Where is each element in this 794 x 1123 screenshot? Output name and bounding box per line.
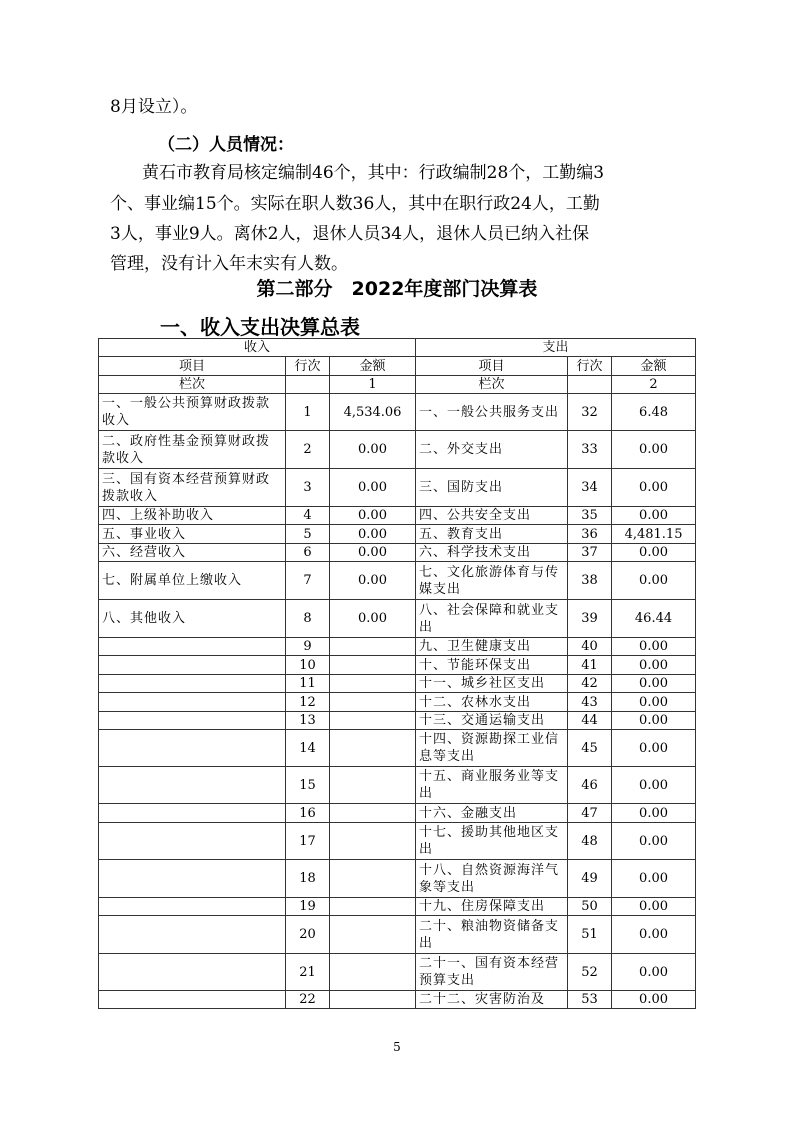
income-item bbox=[99, 675, 286, 693]
income-item bbox=[99, 693, 286, 712]
expense-row-no: 48 bbox=[568, 823, 612, 860]
col-row: 行次 bbox=[286, 357, 330, 376]
expense-item: 十五、商业服务业等支出 bbox=[416, 767, 568, 804]
income-amount bbox=[330, 916, 416, 954]
income-amount bbox=[330, 954, 416, 991]
expense-item: 十四、资源勘探工业信息等支出 bbox=[416, 730, 568, 767]
col-item: 项目 bbox=[416, 357, 568, 376]
income-amount bbox=[330, 804, 416, 823]
empty-cell bbox=[286, 376, 330, 394]
income-amount bbox=[330, 860, 416, 898]
expense-row-no: 50 bbox=[568, 898, 612, 916]
income-amount: 0.00 bbox=[330, 544, 416, 562]
expense-amount: 0.00 bbox=[612, 431, 696, 469]
expense-amount: 0.00 bbox=[612, 954, 696, 991]
expense-row-no: 41 bbox=[568, 656, 612, 675]
income-amount bbox=[330, 638, 416, 656]
expense-row-no: 35 bbox=[568, 507, 612, 525]
expense-item: 二十二、灾害防治及 bbox=[416, 991, 568, 1009]
expense-item: 十一、城乡社区支出 bbox=[416, 675, 568, 693]
expense-amount: 6.48 bbox=[612, 394, 696, 431]
income-row-no: 15 bbox=[286, 767, 330, 804]
income-amount bbox=[330, 675, 416, 693]
income-amount bbox=[330, 730, 416, 767]
income-row-no: 8 bbox=[286, 600, 330, 638]
expense-item: 七、文化旅游体育与传媒支出 bbox=[416, 562, 568, 600]
col-amount: 金额 bbox=[612, 357, 696, 376]
income-item: 二、政府性基金预算财政拨款收入 bbox=[99, 431, 286, 469]
income-row-no: 11 bbox=[286, 675, 330, 693]
income-col-no: 1 bbox=[330, 376, 416, 394]
para-line: 个、事业编15个。实际在职人数36人，其中在职行政24人，工勤 bbox=[110, 194, 600, 214]
expense-item: 十八、自然资源海洋气象等支出 bbox=[416, 860, 568, 898]
expense-amount: 0.00 bbox=[612, 823, 696, 860]
income-expense-table bbox=[98, 338, 696, 1009]
income-item: 五、事业收入 bbox=[99, 525, 286, 544]
expense-row-no: 44 bbox=[568, 712, 612, 730]
table-row bbox=[99, 562, 696, 600]
col-label-row: 栏次 bbox=[99, 376, 286, 394]
expense-amount: 0.00 bbox=[612, 767, 696, 804]
expense-header: 支出 bbox=[416, 339, 696, 357]
income-row-no: 22 bbox=[286, 991, 330, 1009]
table-row bbox=[99, 730, 696, 767]
income-amount: 0.00 bbox=[330, 562, 416, 600]
expense-item: 十、节能环保支出 bbox=[416, 656, 568, 675]
income-row-no: 14 bbox=[286, 730, 330, 767]
income-amount: 0.00 bbox=[330, 507, 416, 525]
expense-item: 六、科学技术支出 bbox=[416, 544, 568, 562]
income-item bbox=[99, 767, 286, 804]
income-item bbox=[99, 823, 286, 860]
table-row bbox=[99, 693, 696, 712]
income-item: 三、国有资本经营预算财政拨款收入 bbox=[99, 469, 286, 507]
income-item bbox=[99, 656, 286, 675]
income-row-no: 12 bbox=[286, 693, 330, 712]
expense-row-no: 39 bbox=[568, 600, 612, 638]
income-row-no: 17 bbox=[286, 823, 330, 860]
expense-amount: 0.00 bbox=[612, 898, 696, 916]
table-row bbox=[99, 916, 696, 954]
para-line: 管理，没有计入年末实有人数。 bbox=[110, 254, 348, 274]
income-row-no: 5 bbox=[286, 525, 330, 544]
expense-item: 二十一、国有资本经营预算支出 bbox=[416, 954, 568, 991]
expense-item: 一、一般公共服务支出 bbox=[416, 394, 568, 431]
expense-row-no: 42 bbox=[568, 675, 612, 693]
income-row-no: 19 bbox=[286, 898, 330, 916]
col-row: 行次 bbox=[568, 357, 612, 376]
income-item bbox=[99, 730, 286, 767]
income-item: 七、附属单位上缴收入 bbox=[99, 562, 286, 600]
expense-amount: 0.00 bbox=[612, 693, 696, 712]
col-amount: 金额 bbox=[330, 357, 416, 376]
intro-prev-line: 8月设立）。 bbox=[110, 97, 198, 117]
expense-row-no: 45 bbox=[568, 730, 612, 767]
expense-row-no: 33 bbox=[568, 431, 612, 469]
income-row-no: 9 bbox=[286, 638, 330, 656]
part-title: 第二部分 2022年度部门决算表 bbox=[256, 278, 538, 300]
expense-row-no: 36 bbox=[568, 525, 612, 544]
income-amount bbox=[330, 823, 416, 860]
income-item bbox=[99, 991, 286, 1009]
table-row bbox=[99, 544, 696, 562]
table-row bbox=[99, 525, 696, 544]
income-item bbox=[99, 860, 286, 898]
expense-amount: 0.00 bbox=[612, 544, 696, 562]
section-heading-personnel: （二）人员情况： bbox=[158, 135, 294, 155]
income-item bbox=[99, 898, 286, 916]
expense-item: 十七、援助其他地区支出 bbox=[416, 823, 568, 860]
table-row bbox=[99, 638, 696, 656]
income-amount: 0.00 bbox=[330, 525, 416, 544]
expense-item: 二十、粮油物资储备支出 bbox=[416, 916, 568, 954]
table-row bbox=[99, 804, 696, 823]
income-row-no: 13 bbox=[286, 712, 330, 730]
expense-col-no: 2 bbox=[612, 376, 696, 394]
expense-row-no: 49 bbox=[568, 860, 612, 898]
col-label-row: 栏次 bbox=[416, 376, 568, 394]
income-amount bbox=[330, 991, 416, 1009]
expense-row-no: 52 bbox=[568, 954, 612, 991]
para-line: 黄石市教育局核定编制46个，其中：行政编制28个，工勤编3 bbox=[142, 163, 605, 183]
expense-amount: 46.44 bbox=[612, 600, 696, 638]
income-amount: 0.00 bbox=[330, 600, 416, 638]
expense-amount: 0.00 bbox=[612, 656, 696, 675]
table-row bbox=[99, 675, 696, 693]
expense-row-no: 51 bbox=[568, 916, 612, 954]
income-header: 收入 bbox=[99, 339, 416, 357]
income-amount bbox=[330, 693, 416, 712]
income-item bbox=[99, 916, 286, 954]
income-item bbox=[99, 712, 286, 730]
expense-row-no: 37 bbox=[568, 544, 612, 562]
income-item bbox=[99, 638, 286, 656]
table-row bbox=[99, 954, 696, 991]
table-row bbox=[99, 656, 696, 675]
income-row-no: 2 bbox=[286, 431, 330, 469]
income-row-no: 18 bbox=[286, 860, 330, 898]
expense-row-no: 53 bbox=[568, 991, 612, 1009]
expense-item: 三、国防支出 bbox=[416, 469, 568, 507]
col-item: 项目 bbox=[99, 357, 286, 376]
expense-item: 十六、金融支出 bbox=[416, 804, 568, 823]
expense-row-no: 47 bbox=[568, 804, 612, 823]
income-item: 四、上级补助收入 bbox=[99, 507, 286, 525]
income-row-no: 3 bbox=[286, 469, 330, 507]
expense-item: 九、卫生健康支出 bbox=[416, 638, 568, 656]
income-row-no: 7 bbox=[286, 562, 330, 600]
expense-amount: 0.00 bbox=[612, 712, 696, 730]
income-amount bbox=[330, 656, 416, 675]
expense-row-no: 43 bbox=[568, 693, 612, 712]
table-row bbox=[99, 767, 696, 804]
expense-amount: 0.00 bbox=[612, 507, 696, 525]
income-item: 八、其他收入 bbox=[99, 600, 286, 638]
table-row bbox=[99, 712, 696, 730]
table-row bbox=[99, 991, 696, 1009]
expense-amount: 0.00 bbox=[612, 991, 696, 1009]
section-title: 一、收入支出决算总表 bbox=[160, 315, 360, 339]
income-row-no: 4 bbox=[286, 507, 330, 525]
expense-amount: 0.00 bbox=[612, 804, 696, 823]
income-amount: 0.00 bbox=[330, 469, 416, 507]
expense-item: 五、教育支出 bbox=[416, 525, 568, 544]
expense-row-no: 40 bbox=[568, 638, 612, 656]
expense-amount: 0.00 bbox=[612, 638, 696, 656]
income-amount bbox=[330, 712, 416, 730]
income-amount: 0.00 bbox=[330, 431, 416, 469]
income-row-no: 1 bbox=[286, 394, 330, 431]
expense-amount: 0.00 bbox=[612, 860, 696, 898]
expense-amount: 0.00 bbox=[612, 469, 696, 507]
expense-amount: 4,481.15 bbox=[612, 525, 696, 544]
expense-item: 二、外交支出 bbox=[416, 431, 568, 469]
expense-item: 十三、交通运输支出 bbox=[416, 712, 568, 730]
income-row-no: 10 bbox=[286, 656, 330, 675]
expense-item: 十二、农林水支出 bbox=[416, 693, 568, 712]
table-row bbox=[99, 394, 696, 431]
income-item: 一、一般公共预算财政拨款收入 bbox=[99, 394, 286, 431]
expense-amount: 0.00 bbox=[612, 562, 696, 600]
para-line: 3人，事业9人。离休2人，退休人员34人，退休人员已纳入社保 bbox=[110, 224, 590, 244]
income-amount bbox=[330, 898, 416, 916]
expense-row-no: 38 bbox=[568, 562, 612, 600]
expense-amount: 0.00 bbox=[612, 730, 696, 767]
table-row bbox=[99, 860, 696, 898]
expense-row-no: 32 bbox=[568, 394, 612, 431]
expense-row-no: 46 bbox=[568, 767, 612, 804]
table-row bbox=[99, 898, 696, 916]
table-row bbox=[99, 469, 696, 507]
expense-amount: 0.00 bbox=[612, 916, 696, 954]
expense-row-no: 34 bbox=[568, 469, 612, 507]
income-item: 六、经营收入 bbox=[99, 544, 286, 562]
table-row bbox=[99, 823, 696, 860]
table-row bbox=[99, 507, 696, 525]
income-row-no: 20 bbox=[286, 916, 330, 954]
expense-item: 八、社会保障和就业支出 bbox=[416, 600, 568, 638]
income-amount: 4,534.06 bbox=[330, 394, 416, 431]
expense-item: 十九、住房保障支出 bbox=[416, 898, 568, 916]
table-row bbox=[99, 600, 696, 638]
income-row-no: 6 bbox=[286, 544, 330, 562]
page-number: 5 bbox=[393, 1040, 401, 1054]
income-row-no: 21 bbox=[286, 954, 330, 991]
expense-item: 四、公共安全支出 bbox=[416, 507, 568, 525]
income-item bbox=[99, 804, 286, 823]
income-row-no: 16 bbox=[286, 804, 330, 823]
income-amount bbox=[330, 767, 416, 804]
table-row bbox=[99, 431, 696, 469]
income-item bbox=[99, 954, 286, 991]
empty-cell bbox=[568, 376, 612, 394]
expense-amount: 0.00 bbox=[612, 675, 696, 693]
